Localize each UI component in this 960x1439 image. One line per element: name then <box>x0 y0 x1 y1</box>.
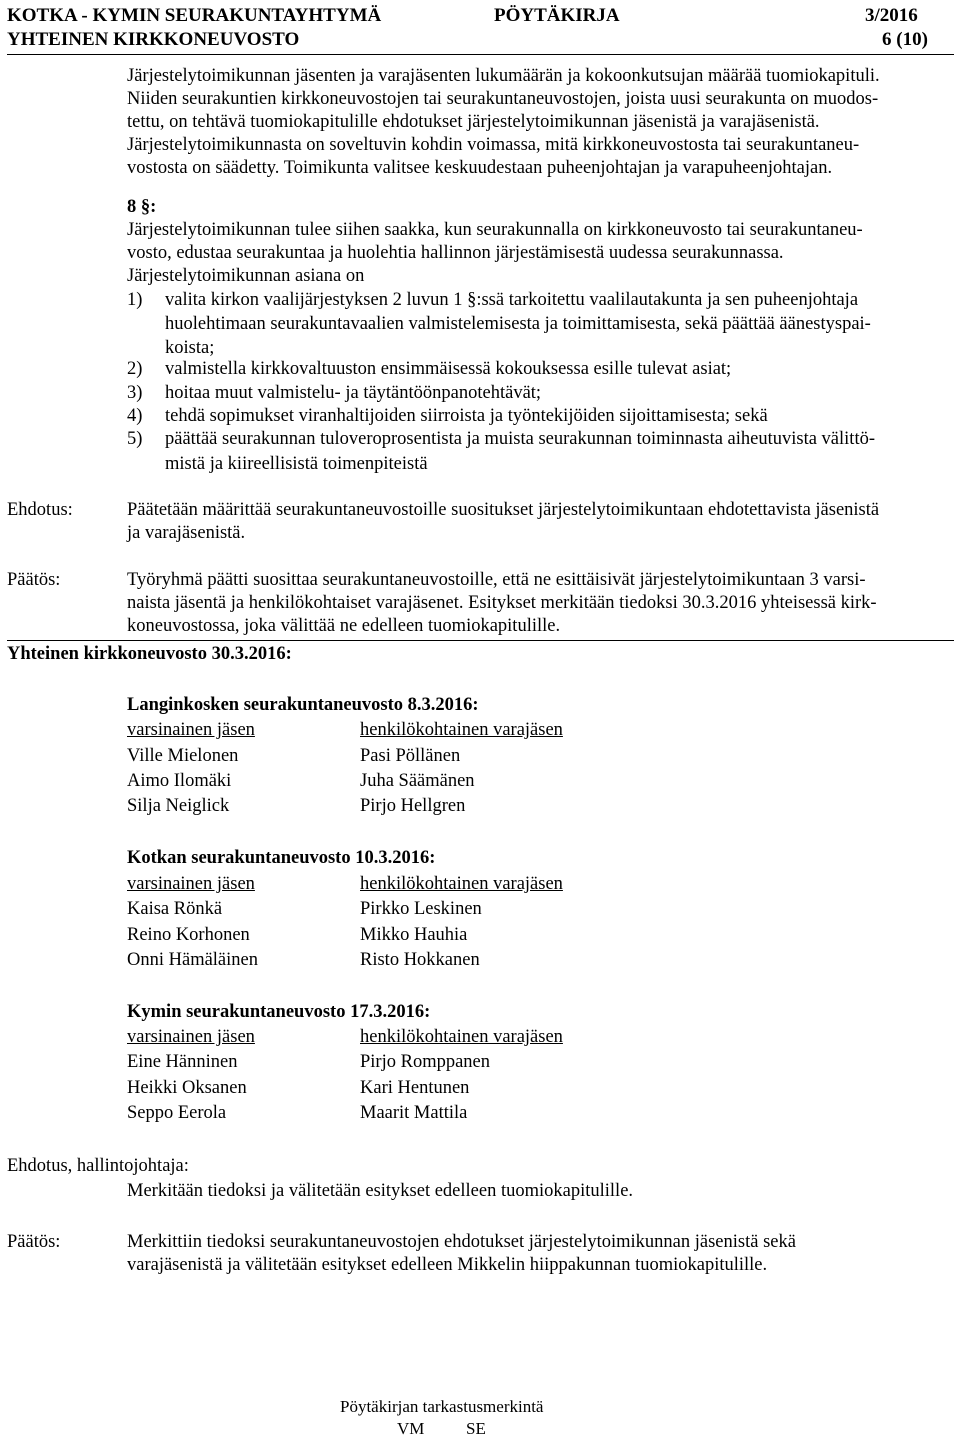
duty-text: valmistella kirkkovaltuuston ensimmäisessä kokouksessa esille tulevat asiat; <box>165 359 732 379</box>
decision-line: naista jäsentä ja henkilökohtaiset varajäsenet. Esitykset merkitään tiedoksi 30.3.2016 yhteisessä kirk- <box>127 593 877 613</box>
intro-paragraph <box>127 65 957 180</box>
duty-text: hoitaa muut valmistelu- ja täytäntöönpanotehtävät; <box>165 383 542 403</box>
duty-number: 3) <box>127 383 143 403</box>
deputy-name: Mikko Hauhia <box>360 925 468 945</box>
column-header-member: varsinainen jäsen <box>127 720 255 740</box>
page-number: 6 (10) <box>882 29 928 50</box>
column-header-deputy: henkilökohtainen varajäsen <box>360 874 563 894</box>
intro-line: Järjestelytoimikunnasta on soveltuvin kohdin voimassa, mitä kirkkoneuvostosta tai seurakuntaneu- <box>127 135 860 155</box>
section-line: Järjestelytoimikunnan tulee siihen saakka, kun seurakunnalla on kirkkoneuvosto tai seurakuntaneu- <box>127 220 863 240</box>
duty-text: päättää seurakunnan tuloveroprosentista ja muista seurakunnan toiminnasta aiheutuvista välittö- <box>165 429 875 449</box>
member-name: Aimo Ilomäki <box>127 771 232 791</box>
council-title: Langinkosken seurakuntaneuvosto 8.3.2016: <box>127 695 479 715</box>
decision-label: Päätös: <box>7 570 61 590</box>
document-type: PÖYTÄKIRJA <box>494 5 620 26</box>
decision-line: varajäsenistä ja välitetään esitykset edelleen Mikkelin hiippakunnan tuomiokapitulille. <box>127 1255 768 1275</box>
council-title: Kymin seurakuntaneuvosto 17.3.2016: <box>127 1002 431 1022</box>
deputy-name: Juha Säämänen <box>360 771 475 791</box>
intro-line: Järjestelytoimikunnan jäsenten ja varajäsenten lukumäärän ja kokoonkutsujan määrää tuomiokapituli. <box>127 66 880 86</box>
section-divider <box>7 640 954 641</box>
duty-text: valita kirkon vaalijärjestyksen 2 luvun 1 §:ssä tarkoitettu vaalilautakunta ja sen puheenjohtaja <box>165 290 859 310</box>
admin-proposal-text: Merkitään tiedoksi ja välitetään esitykset edelleen tuomiokapitulille. <box>127 1181 634 1201</box>
joint-council-heading: Yhteinen kirkkoneuvosto 30.3.2016: <box>7 644 292 664</box>
review-mark-label: Pöytäkirjan tarkastusmerkintä <box>340 1397 544 1416</box>
section-line: Järjestelytoimikunnan asiana on <box>127 266 365 286</box>
member-name: Silja Neiglick <box>127 796 230 816</box>
column-header-member: varsinainen jäsen <box>127 1027 255 1047</box>
duty-text: mistä ja kiireellisistä toimenpiteistä <box>165 454 428 474</box>
member-name: Seppo Eerola <box>127 1103 227 1123</box>
duty-number: 4) <box>127 406 143 426</box>
duty-number: 5) <box>127 429 143 449</box>
admin-proposal-label: Ehdotus, hallintojohtaja: <box>7 1156 189 1176</box>
organization-name: KOTKA - KYMIN SEURAKUNTAYHTYMÄ <box>7 5 382 26</box>
member-name: Ville Mielonen <box>127 746 239 766</box>
member-name: Eine Hänninen <box>127 1052 238 1072</box>
final-decision-label: Päätös: <box>7 1232 61 1252</box>
deputy-name: Pirjo Hellgren <box>360 796 466 816</box>
deputy-name: Maarit Mattila <box>360 1103 468 1123</box>
deputy-name: Pirkko Leskinen <box>360 899 482 919</box>
final-decision-text <box>127 1231 957 1277</box>
body-name: YHTEINEN KIRKKONEUVOSTO <box>7 29 300 50</box>
section-line: vosto, edustaa seurakuntaa ja huolehtia hallinnon järjestämisestä uudessa seurakunnassa. <box>127 243 784 263</box>
proposal-text <box>127 499 957 545</box>
member-name: Onni Hämäläinen <box>127 950 258 970</box>
duty-number: 2) <box>127 359 143 379</box>
deputy-name: Kari Hentunen <box>360 1078 470 1098</box>
proposal-line: ja varajäsenistä. <box>127 523 246 543</box>
duty-number: 1) <box>127 290 143 310</box>
reviewer-initials: VM <box>397 1419 425 1438</box>
deputy-name: Pasi Pöllänen <box>360 746 461 766</box>
section-8 <box>127 196 957 288</box>
council-title: Kotkan seurakuntaneuvosto 10.3.2016: <box>127 848 436 868</box>
member-name: Reino Korhonen <box>127 925 250 945</box>
decision-line: Työryhmä päätti suosittaa seurakuntaneuvostoille, että ne esittäisivät järjestelytoimikuntaan 3 varsi- <box>127 570 866 590</box>
member-name: Heikki Oksanen <box>127 1078 247 1098</box>
decision-text <box>127 569 957 638</box>
column-header-deputy: henkilökohtainen varajäsen <box>360 720 563 740</box>
intro-line: vostosta on säädetty. Toimikunta valitsee keskuudestaan puheenjohtajan ja varapuheenjohtajan. <box>127 158 833 178</box>
column-header-member: varsinainen jäsen <box>127 874 255 894</box>
member-name: Kaisa Rönkä <box>127 899 223 919</box>
column-header-deputy: henkilökohtainen varajäsen <box>360 1027 563 1047</box>
intro-line: tettu, on tehtävä tuomiokapitulille ehdotukset järjestelytoimikunnan jäsenistä ja varajäsenistä. <box>127 112 820 132</box>
duty-text: huolehtimaan seurakuntavaalien valmistelemisesta ja toimittamisesta, sekä päättää äänestyspai- <box>165 314 871 334</box>
duty-text: tehdä sopimukset viranhaltijoiden siirroista ja työntekijöiden sijoittamisesta; sekä <box>165 406 768 426</box>
deputy-name: Risto Hokkanen <box>360 950 480 970</box>
deputy-name: Pirjo Romppanen <box>360 1052 491 1072</box>
duty-text: koista; <box>165 338 215 358</box>
intro-line: Niiden seurakuntien kirkkoneuvostojen tai seurakuntaneuvostojen, joista uusi seurakunta on muodos- <box>127 89 879 109</box>
proposal-line: Päätetään määrittää seurakuntaneuvostoille suositukset järjestelytoimikuntaan ehdotettavista jäsenistä <box>127 500 880 520</box>
document-number: 3/2016 <box>865 5 918 26</box>
proposal-label: Ehdotus: <box>7 500 73 520</box>
header-divider <box>7 54 954 55</box>
decision-line: Merkittiin tiedoksi seurakuntaneuvostojen ehdotukset järjestelytoimikunnan jäsenistä sekä <box>127 1232 796 1252</box>
section-heading: 8 §: <box>127 197 157 217</box>
decision-line: koneuvostossa, joka välittää ne edelleen tuomiokapitulille. <box>127 616 561 636</box>
reviewer-initials: SE <box>466 1419 486 1438</box>
